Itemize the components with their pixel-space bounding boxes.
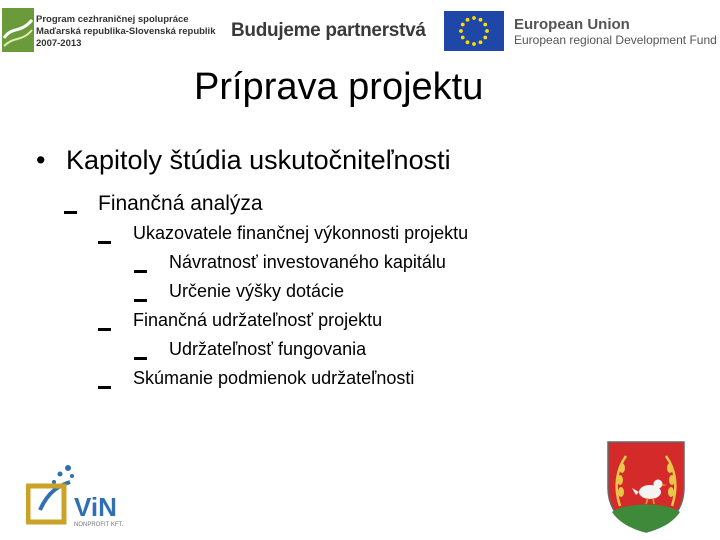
item-text: Určenie výšky dotácie xyxy=(169,281,345,301)
header-bar xyxy=(0,0,720,62)
program-line-1: Program cezhraničnej spolupráce xyxy=(36,14,189,25)
dash-icon xyxy=(98,328,111,331)
eu-text xyxy=(514,16,717,48)
eu-star-icon xyxy=(483,36,487,40)
item-text: Návratnosť investovaného kapitálu xyxy=(169,252,446,272)
eu-subtitle: European regional Development Fund xyxy=(514,33,717,47)
item-text: Udržateľnosť fungovania xyxy=(169,339,367,359)
eu-flag-icon xyxy=(444,11,504,51)
item-text: Finančná udržateľnosť projektu xyxy=(133,310,383,330)
dash-icon xyxy=(134,299,147,302)
vin-subtitle: NONPROFIT KFT. xyxy=(74,522,124,528)
eu-star-icon xyxy=(483,23,487,27)
eu-star-icon xyxy=(472,16,476,20)
eu-star-icon xyxy=(459,29,463,33)
eu-star-icon xyxy=(485,29,489,33)
dash-icon xyxy=(98,386,111,389)
dash-icon xyxy=(134,357,147,360)
bullet-level1-text: Kapitoly štúdia uskutočniteľnosti xyxy=(66,145,451,175)
bullet-level1 xyxy=(36,145,451,176)
dash-icon xyxy=(64,211,77,214)
bullet-level2-text: Finančná analýza xyxy=(98,192,263,215)
eu-star-icon xyxy=(461,36,465,40)
municipal-crest-icon xyxy=(606,440,686,534)
eu-star-icon xyxy=(472,42,476,46)
eu-star-icon xyxy=(466,40,470,44)
eu-star-icon xyxy=(479,18,483,22)
eu-star-icon xyxy=(461,23,465,27)
eu-title: European Union xyxy=(514,16,630,33)
program-text xyxy=(36,14,215,50)
vin-logo xyxy=(26,462,144,532)
dash-icon xyxy=(98,241,111,244)
eu-star-icon xyxy=(479,40,483,44)
item-text: Ukazovatele finančnej výkonnosti projektu xyxy=(133,223,469,243)
item-text: Skúmanie podmienok udržateľnosti xyxy=(133,368,415,388)
eu-star-icon xyxy=(466,18,470,22)
bullet-dot-icon: • xyxy=(36,145,46,175)
slide-title: Príprava projektu xyxy=(194,66,484,108)
program-line-3: 2007-2013 xyxy=(36,38,82,49)
vin-name: ViN xyxy=(74,492,117,522)
program-landscape-icon xyxy=(2,8,34,52)
slogan: Budujeme partnerstvá xyxy=(231,20,426,41)
program-line-2: Maďarská republika-Slovenská republik xyxy=(36,26,216,37)
dash-icon xyxy=(134,270,147,273)
